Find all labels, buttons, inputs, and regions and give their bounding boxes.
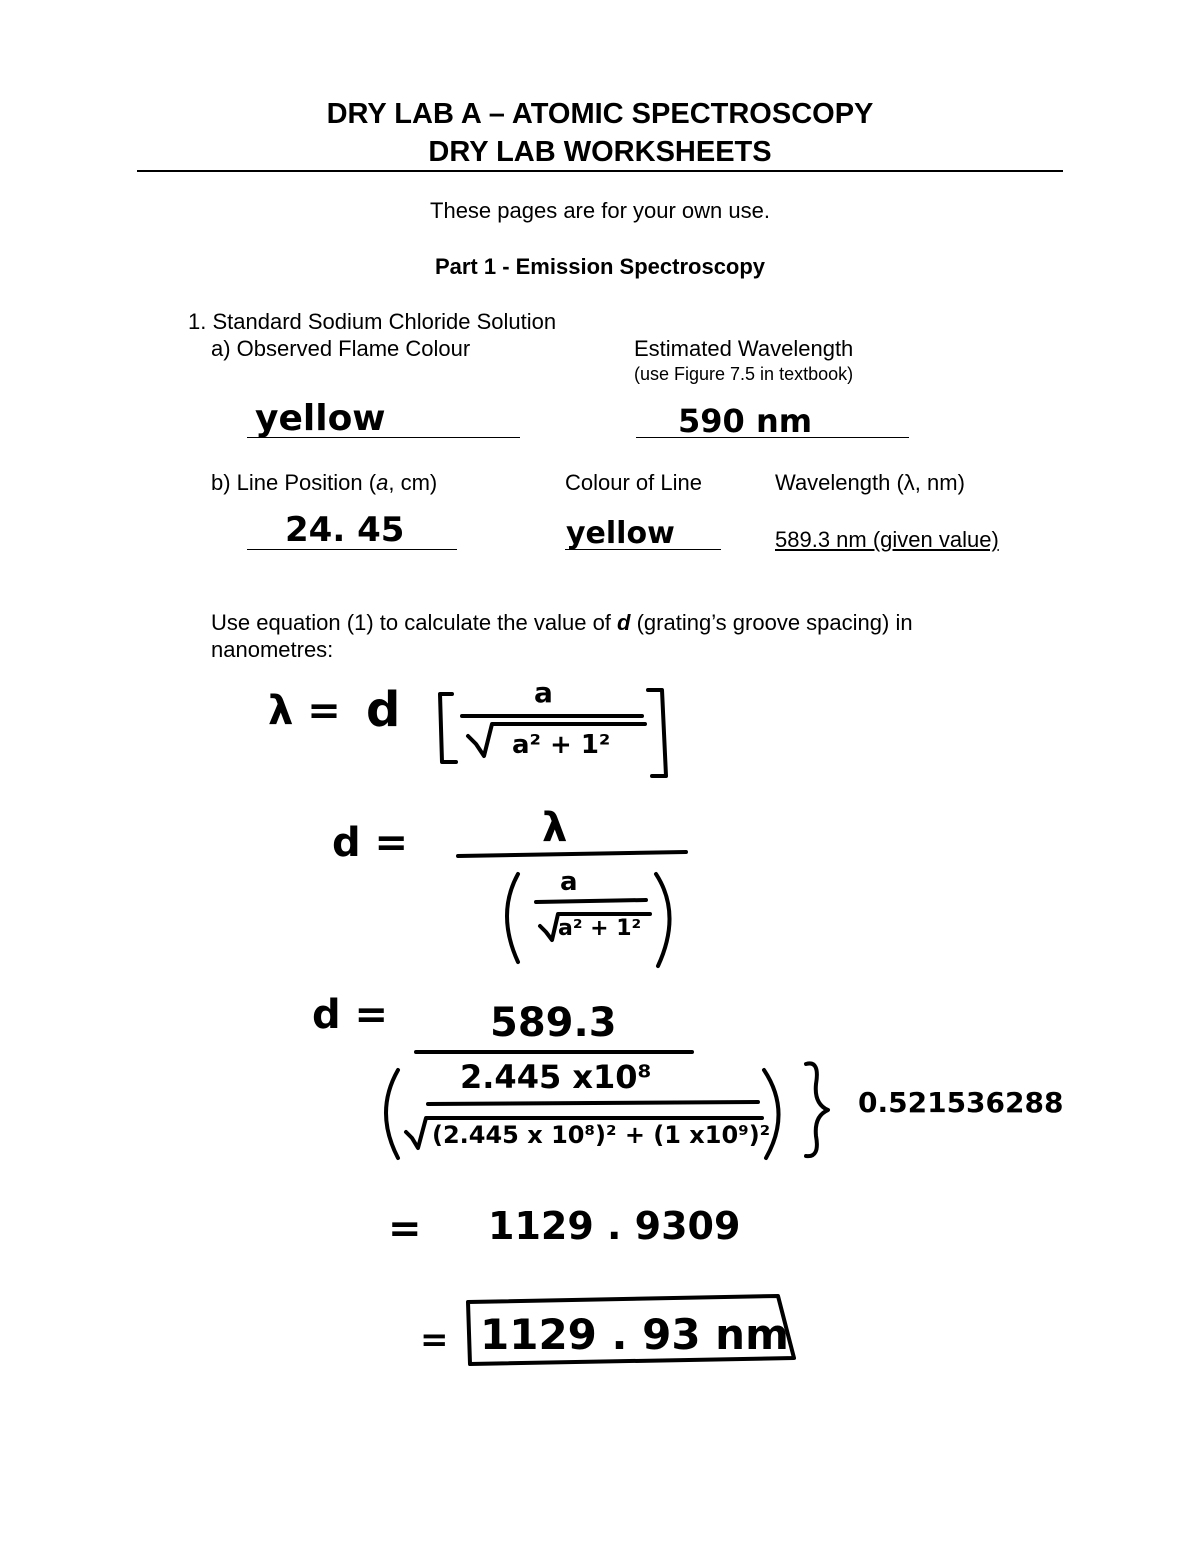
colour-of-line-label: Colour of Line [565,470,702,495]
intro-text: These pages are for your own use. [430,198,770,223]
line-position-answer: 24. 45 [285,510,405,550]
eq1-denominator: a² + 1² [512,730,611,760]
eq2-fraction [450,840,700,980]
colour-of-line-answer: yellow [566,516,675,551]
worksheet-subtitle: DRY LAB WORKSHEETS [428,136,772,168]
eq3-numerator: 589.3 [490,1000,617,1046]
eq5-equals: = [420,1320,449,1360]
eq1-d: d [366,682,401,738]
eq2-inner-numerator: a [560,867,578,897]
wavelength-lambda-label: Wavelength (λ, nm) [775,470,965,495]
eq2-numerator: λ [542,805,568,851]
estimated-wavelength-note: (use Figure 7.5 in textbook) [634,364,854,384]
flame-colour-answer: yellow [255,398,386,439]
instruction-line-2: nanometres: [211,637,334,662]
part-b-label: b) Line Position (a, cm) [211,470,438,495]
eq3-inner-denominator: (2.445 x 10⁸)² + (1 x10⁹)² [432,1121,771,1149]
eq4-value: 1129 . 9309 [488,1204,741,1248]
eq2-inner-denominator: a² + 1² [558,916,642,941]
title-divider [137,170,1063,172]
eq3-lhs: d = [312,992,389,1038]
instruction-line-1: Use equation (1) to calculate the value of d (grating’s groove spacing) in [211,610,913,635]
final-answer: 1129 . 93 nm [480,1310,789,1359]
eq4-equals: = [388,1206,422,1252]
section-heading: Part 1 - Emission Spectroscopy [434,254,766,279]
eq1-lhs: λ = [268,688,341,734]
worksheet-title: DRY LAB A – ATOMIC SPECTROSCOPY [326,98,874,130]
given-wavelength-value: 589.3 nm (given value) [775,527,999,552]
question-1-label: 1. Standard Sodium Chloride Solution [188,309,557,334]
eq1-numerator: a [534,676,553,709]
estimated-wavelength-label: Estimated Wavelength [634,336,854,361]
part-a-label: a) Observed Flame Colour [211,336,471,361]
eq2-lhs: d = [332,820,409,866]
eq3-inner-numerator: 2.445 x10⁸ [460,1058,652,1096]
eq3-denominator-value: 0.521536288 [858,1086,1064,1119]
wavelength-answer: 590 nm [678,402,813,440]
